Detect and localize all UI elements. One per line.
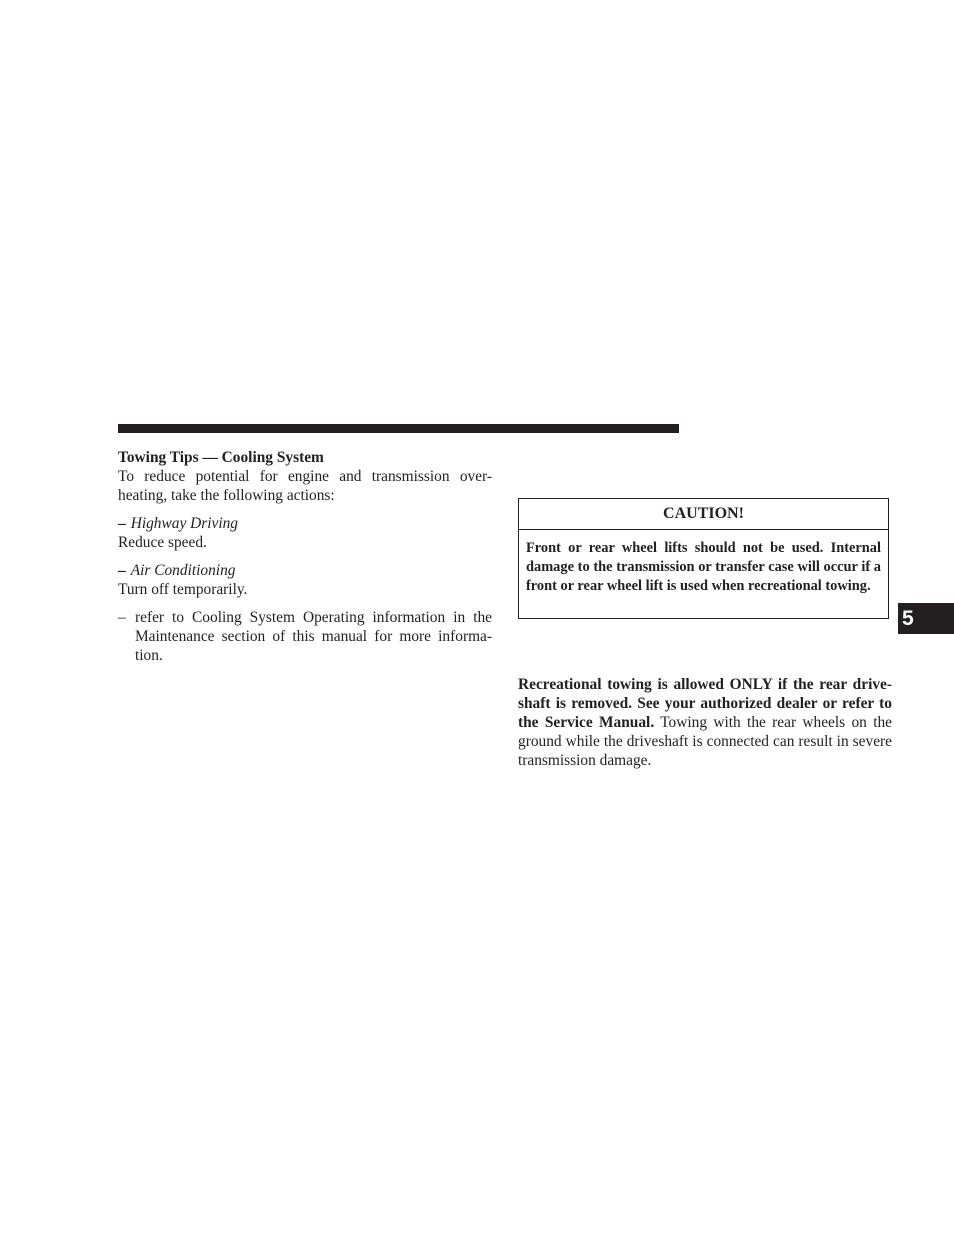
recreational-towing-bold-text: Recreational towing is allowed ONLY if the rear drive-shaft is removed. See your authorized dealer or refer to the Service Manual. bbox=[518, 676, 892, 731]
item-title-text: Highway Driving bbox=[130, 515, 239, 532]
chapter-tab bbox=[898, 603, 954, 634]
chapter-number: 5 bbox=[902, 607, 914, 630]
caution-title: CAUTION! bbox=[519, 499, 888, 530]
caution-box bbox=[518, 498, 889, 619]
section-heading: Towing Tips — Cooling System bbox=[118, 449, 324, 466]
item-title-text: Air Conditioning bbox=[130, 562, 236, 579]
item-highway-driving-title bbox=[118, 514, 492, 533]
item-air-conditioning-body: Turn off temporarily. bbox=[118, 581, 248, 598]
recreational-towing-normal-text: Towing with the rear wheels on the ground while the driveshaft is connected can result in severe transmission damage. bbox=[518, 714, 892, 769]
recreational-towing-paragraph bbox=[518, 675, 892, 770]
bullet-text: refer to Cooling System Operating information in the Maintenance section of this manual for more informa-tion. bbox=[135, 609, 492, 664]
cooling-system-reference-bullet bbox=[118, 608, 492, 665]
left-column bbox=[118, 448, 492, 665]
item-air-conditioning-title bbox=[118, 561, 492, 580]
section-divider-rule bbox=[118, 424, 679, 433]
dash-marker: – bbox=[118, 562, 126, 579]
dash-marker: – bbox=[118, 609, 126, 626]
intro-paragraph: To reduce potential for engine and transmission over-heating, take the following actions: bbox=[118, 468, 492, 504]
caution-text: Front or rear wheel lifts should not be used. Internal damage to the transmission or transfer case will occur if a front or rear wheel lift is used when recreational towing. bbox=[526, 540, 881, 594]
dash-marker: – bbox=[118, 515, 126, 532]
item-highway-driving-body: Reduce speed. bbox=[118, 534, 207, 551]
